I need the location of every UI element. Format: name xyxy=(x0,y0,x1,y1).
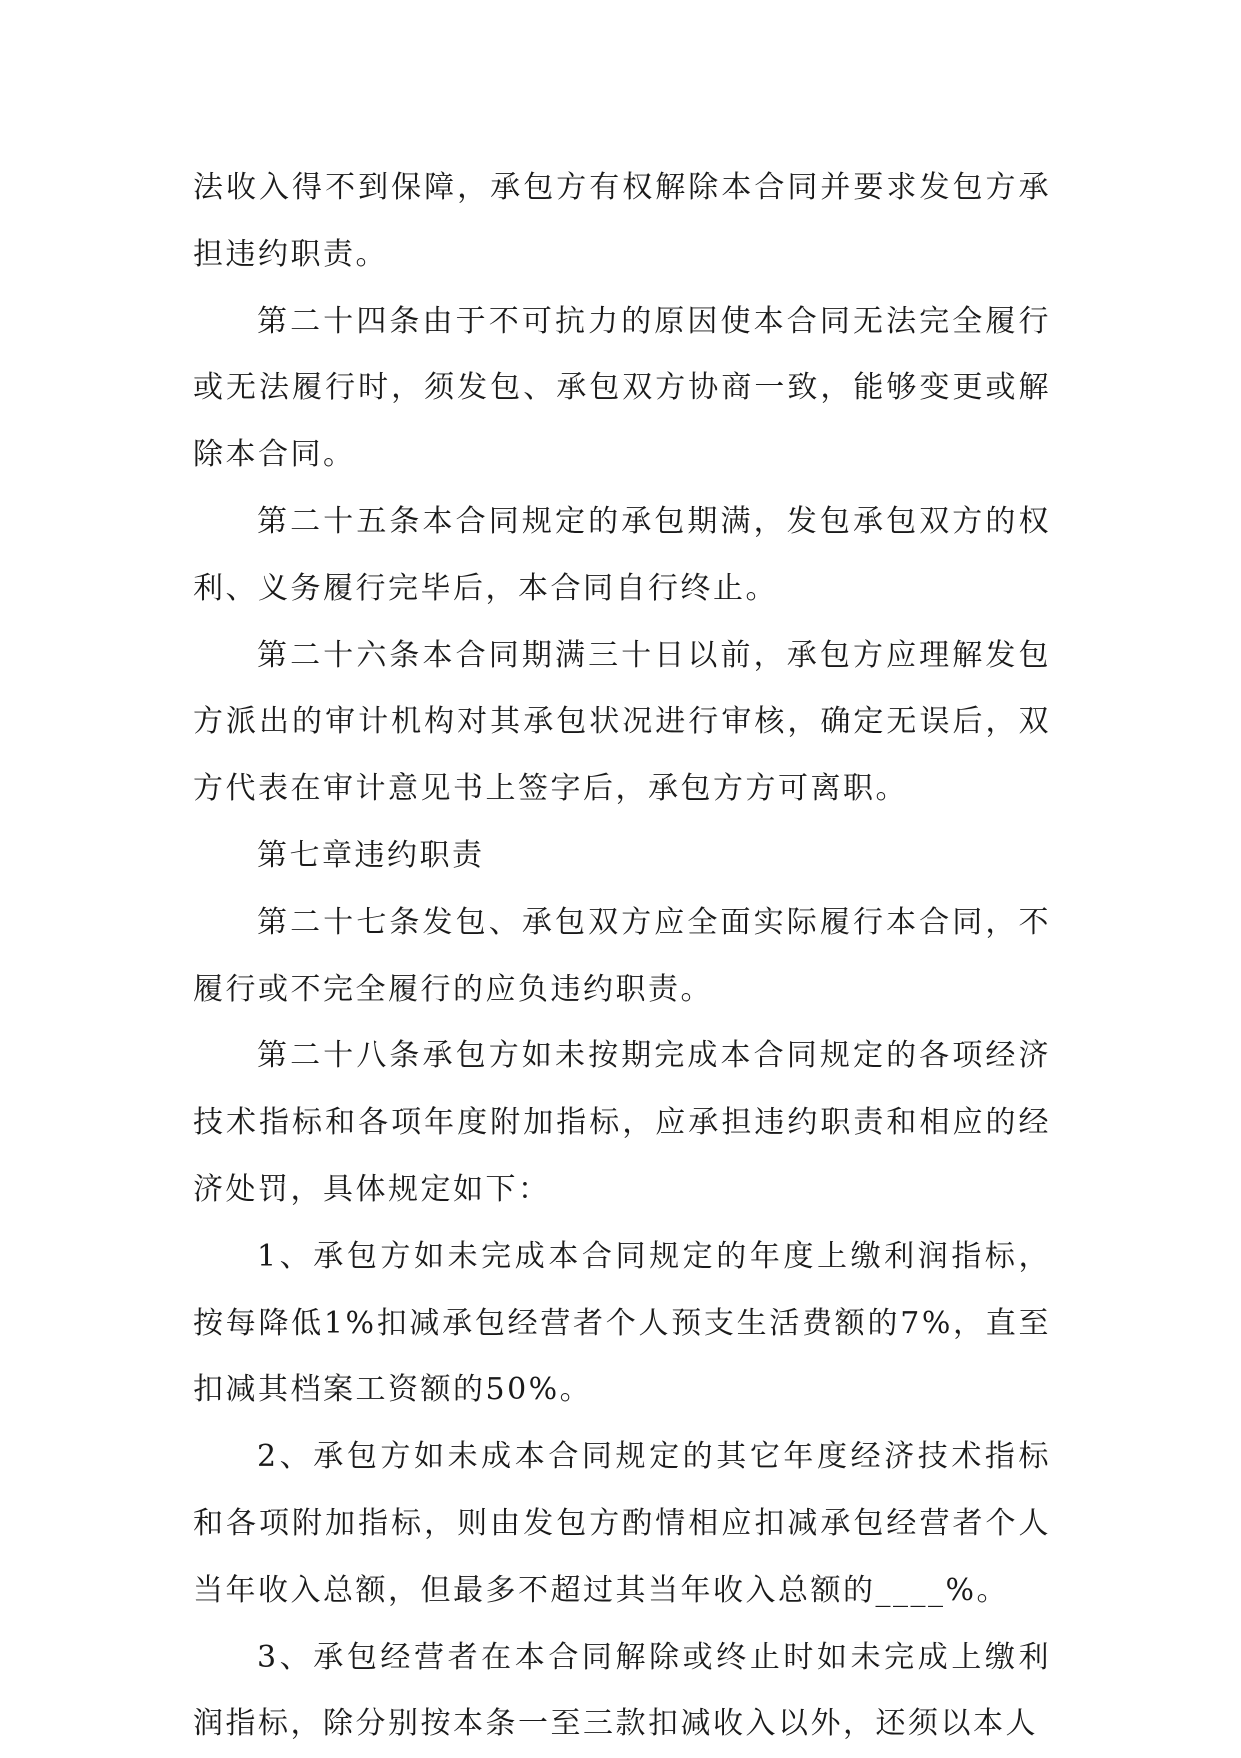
chapter-heading: 第七章违约职责 xyxy=(257,837,485,873)
paragraph-article-26: 第二十六条本合同期满三十日以前，承包方应理解发包方派出的审计机构对其承包状况进行审核，确定无误后，双方代表在审计意见书上签字后，承包方方可离职。 xyxy=(193,637,1051,807)
paragraph-item-2: 2、承包方如未成本合同规定的其它年度经济技术指标和各项附加指标，则由发包方酌情相应扣减承包经营者个人当年收入总额，但最多不超过其当年收入总额的____%。 xyxy=(193,1439,1051,1608)
paragraph-article-25: 第二十五条本合同规定的承包期满，发包承包双方的权利、义务履行完毕后，本合同自行终止。 xyxy=(193,503,1051,606)
paragraph-article-28: 第二十八条承包方如未按期完成本合同规定的各项经济技术指标和各项年度附加指标，应承担违约职责和相应的经济处罚，具体规定如下： xyxy=(193,1038,1051,1207)
paragraph-continuation: 法收入得不到保障，承包方有权解除本合同并要求发包方承担违约职责。 xyxy=(193,170,1051,272)
paragraph-article-24: 第二十四条由于不可抗力的原因使本合同无法完全履行或无法履行时，须发包、承包双方协商一致，能够变更或解除本合同。 xyxy=(193,303,1051,473)
paragraph-article-27: 第二十七条发包、承包双方应全面实际履行本合同，不履行或不完全履行的应负违约职责。 xyxy=(193,904,1051,1007)
document-body xyxy=(193,155,1051,1758)
paragraph-item-1: 1、承包方如未完成本合同规定的年度上缴利润指标，按每降低1%扣减承包经营者个人预支生活费额的7%，直至扣减其档案工资额的50%。 xyxy=(193,1238,1051,1408)
paragraph-item-3: 3、承包经营者在本合同解除或终止时如未完成上缴利润指标，除分别按本条一至三款扣减收入以外，还须以本人 xyxy=(193,1639,1051,1742)
